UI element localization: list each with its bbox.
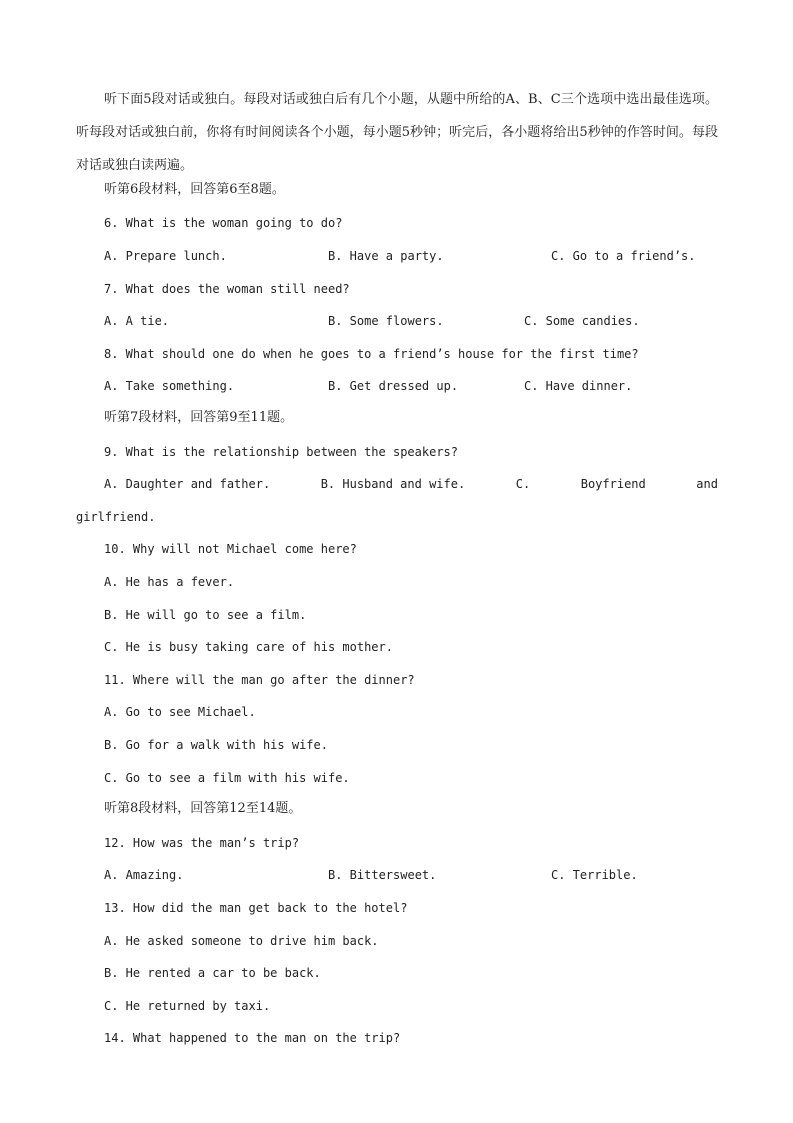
option-b: B. Bittersweet. xyxy=(328,868,437,882)
option-b: B. Have a party. xyxy=(328,249,444,263)
option-b: B. Some flowers. xyxy=(328,314,444,328)
question-7: 7. What does the woman still need? xyxy=(104,282,350,296)
question-10-option-c: C. He is busy taking care of his mother. xyxy=(104,640,393,654)
option-b: B. Get dressed up. xyxy=(328,379,459,393)
question-11-option-a: A. Go to see Michael. xyxy=(104,705,256,719)
question-6: 6. What is the woman going to do? xyxy=(104,216,343,230)
instructions-paragraph: 听下面5段对话或独白。每段对话或独白后有几个小题，从题中所给的A、B、C三个选项中选出最佳选项。听每段对话或独白前，你将有时间阅读各个小题，每小题5秒钟；听完后，各小题将给出5秒钟的作答时间。每段对话或独白读两遍。 xyxy=(76,92,718,173)
option-c-word: and xyxy=(696,477,718,491)
option-c-word: Boyfriend xyxy=(580,477,646,491)
question-13: 13. How did the man get back to the hotel? xyxy=(104,901,408,915)
option-c: C. Some candies. xyxy=(524,314,640,328)
question-13-option-b: B. He rented a car to be back. xyxy=(104,966,321,980)
question-10: 10. Why will not Michael come here? xyxy=(104,542,357,556)
option-a: A. Take something. xyxy=(104,379,235,393)
option-c: C. Terrible. xyxy=(551,868,638,882)
question-11: 11. Where will the man go after the dinner? xyxy=(104,673,415,687)
section-6-heading: 听第6段材料，回答第6至8题。 xyxy=(104,182,285,197)
option-c: C. Have dinner. xyxy=(524,379,633,393)
section-8-heading: 听第8段材料，回答第12至14题。 xyxy=(104,801,302,816)
question-12: 12. How was the man’s trip? xyxy=(104,836,300,850)
option-b: B. Husband and wife. xyxy=(320,477,466,491)
option-a: A. A tie. xyxy=(104,314,170,328)
section-7-heading: 听第7段材料，回答第9至11题。 xyxy=(104,410,294,425)
option-c: C. Go to a friend’s. xyxy=(551,249,696,263)
question-14: 14. What happened to the man on the trip? xyxy=(104,1031,401,1045)
question-9-option-c-continued: girlfriend. xyxy=(76,510,156,524)
option-a: A. Prepare lunch. xyxy=(104,249,227,263)
question-10-option-b: B. He will go to see a film. xyxy=(104,608,307,622)
question-11-option-c: C. Go to see a film with his wife. xyxy=(104,771,350,785)
option-c-label: C. xyxy=(515,477,531,491)
question-13-option-a: A. He asked someone to drive him back. xyxy=(104,934,379,948)
question-9-options xyxy=(104,476,718,492)
option-a: A. Amazing. xyxy=(104,868,184,882)
question-11-option-b: B. Go for a walk with his wife. xyxy=(104,738,328,752)
question-8: 8. What should one do when he goes to a friend’s house for the first time? xyxy=(104,347,639,361)
question-9: 9. What is the relationship between the speakers? xyxy=(104,445,459,459)
question-13-option-c: C. He returned by taxi. xyxy=(104,999,271,1013)
question-10-option-a: A. He has a fever. xyxy=(104,575,235,589)
option-a: A. Daughter and father. xyxy=(104,477,271,491)
